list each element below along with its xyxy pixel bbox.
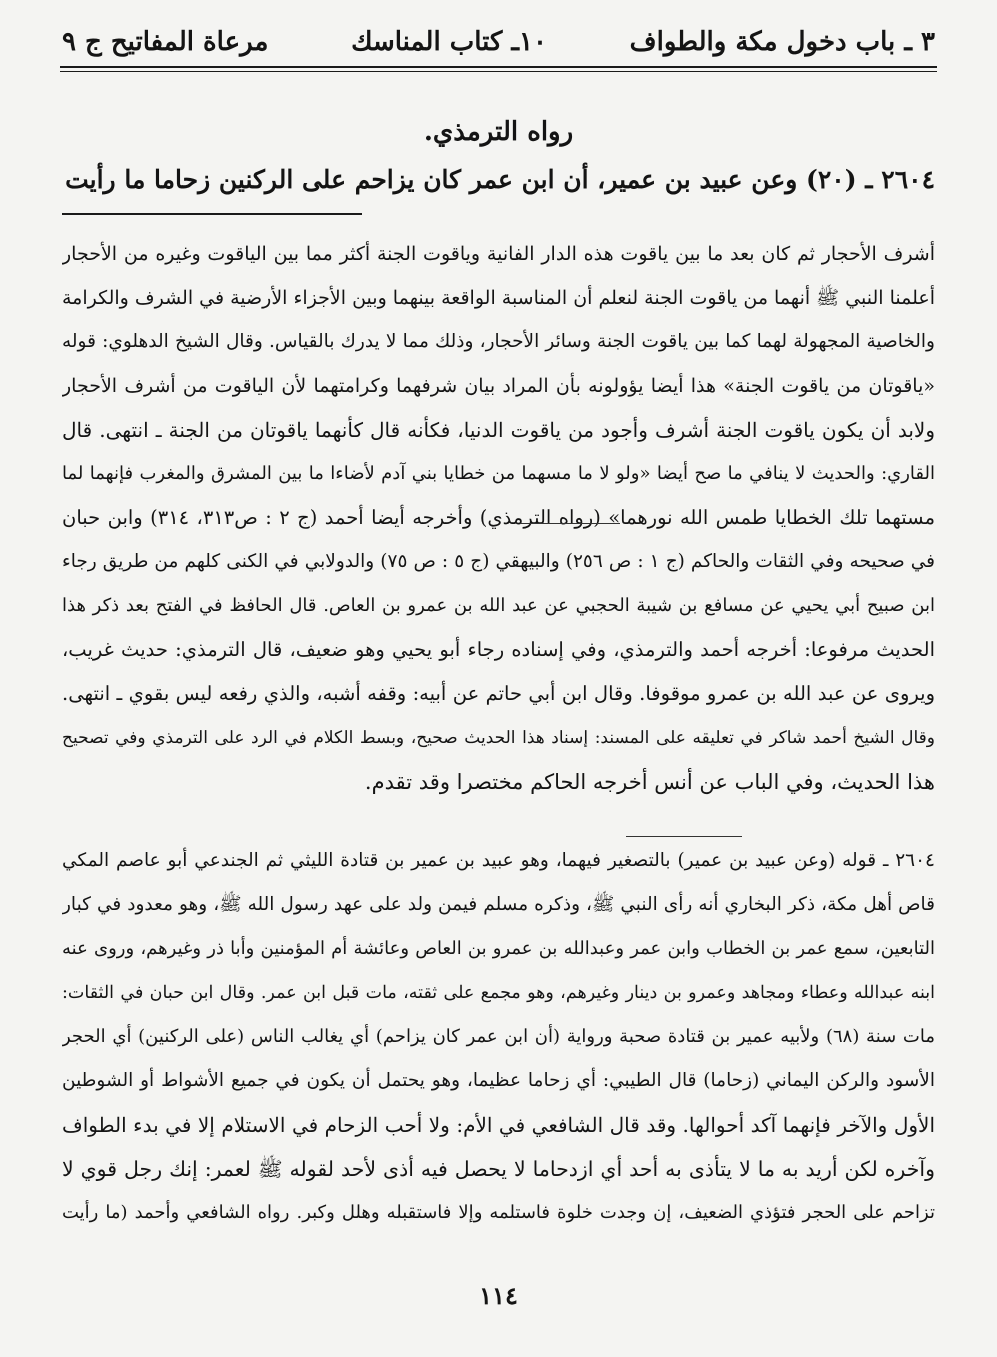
header-chapter: ١٠ـ كتاب المناسك <box>351 27 547 57</box>
commentary-line: في صحيحه وفي الثقات والحاكم (ج ١ : ص ٢٥٦) والبيهقي (ج ٥ : ص ٧٥) والدولابي في الكنى كلهم من طريق رجاء <box>62 551 935 572</box>
commentary-line: «ياقوتان من ياقوت الجنة» هذا أيضا يؤولونه بأن المراد بيان شرفهما وكرامتهما لأن الياقوت من أشرف الأحجار <box>62 375 935 397</box>
commentary-line: ٢٦٠٤ ـ قوله (وعن عبيد بن عمير) بالتصغير فيهما، وهو عبيد بن عمير بن قتادة الليثي ثم الجندعي أبو عاصم المكي <box>62 850 935 871</box>
commentary-line: مات سنة (٦٨) ولأبيه عمير بن قتادة صحبة ورواية (أن ابن عمر كان يزاحم) أي يغالب الناس (على الركنين) أي الحجر <box>62 1026 935 1047</box>
commentary-line: أعلمنا النبي ﷺ أنهما من ياقوت الجنة لنعلم أن المناسبة الواقعة بينهما وبين الأجزاء الأرضية في الشرف والكرامة <box>62 287 935 309</box>
commentary-line: ابنه عبدالله وعطاء ومجاهد وعمرو بن دينار وغيرهم، وهو مجمع على ثقته، مات قبل ابن عمر. وقال ابن حبان في الثقات: <box>62 983 935 1003</box>
commentary-line: والخاصية المجهولة لهما كما بين ياقوت الجنة وسائر الأحجار، وذلك مما لا يدرك بالقياس. وقال الشيخ الدهلوي: قوله <box>62 331 935 352</box>
quote-overline <box>626 836 742 837</box>
commentary-line: تزاحم على الحجر فتؤذي الضعيف، إن وجدت خلوة فاستلمه وإلا فاستقبله وهلل وكبر. رواه الشافعي وأحمد (ما رأيت <box>62 1202 935 1223</box>
commentary-line: التابعين، سمع عمر بن الخطاب وابن عمر وعبدالله بن عمرو بن العاص وعائشة أم المؤمنين وأبا ذر وغيرهم، وروى عنه <box>62 938 935 959</box>
hadith-text: ٢٦٠٤ ـ (٢٠) وعن عبيد بن عمير، أن ابن عمر كان يزاحم على الركنين زحاما ما رأيت <box>65 165 935 194</box>
header-book-title: مرعاة المفاتيح ج ٩ <box>62 27 269 57</box>
page-number: ١١٤ <box>479 1281 518 1310</box>
commentary-line: الأسود والركن اليماني (زحاما) قال الطيبي: أي زحاما عظيما، وهو يحتمل أن يكون في جميع الأشواط أو الشوطين <box>62 1070 935 1091</box>
commentary-line: وقال الشيخ أحمد شاكر في تعليقه على المسند: إسناد هذا الحديث صحيح، وبسط الكلام في الرد على الترمذي وفي تصحيح <box>62 728 935 748</box>
commentary-line: هذا الحديث، وفي الباب عن أنس أخرجه الحاكم مختصرا وقد تقدم. <box>364 770 935 794</box>
commentary-line: ويروى عن عبد الله بن عمرو موقوفا. وقال ابن أبي حاتم عن أبيه: وقفه أشبه، والذي رفعه ليس بقوي ـ انتهى. <box>62 682 935 705</box>
commentary-line: القاري: والحديث لا ينافي ما صح أيضا «ولو لا ما مسهما من خطايا بني آدم لأضاءا ما بين المشرق والمغرب فإنهما لما <box>62 463 935 484</box>
commentary-line: أشرف الأحجار ثم كان بعد ما بين ياقوت هذه الدار الفانية وياقوت الجنة أكثر مما بين الياقوت وغيره من الأحجار <box>62 243 935 265</box>
commentary-line: مستهما تلك الخطايا طمس الله نورهما» (رواه الترمذي) وأخرجه أيضا أحمد (ج ٢ : ص٣١٣، ٣١٤) وابن حبان <box>62 506 935 529</box>
commentary-line: ابن صبيح أبي يحيي عن مسافع بن شيبة الحجبي عن عبد الله بن عمرو بن العاص. قال الحافظ في الفتح بعد ذكر هذا <box>62 595 935 616</box>
commentary-line: الحديث مرفوعا: أخرجه أحمد والترمذي، وفي إسناده رجاء أبو يحيي وهو ضعيف، قال الترمذي: حديث غريب، <box>62 638 935 661</box>
quote-overline <box>520 523 620 524</box>
footnote-divider <box>62 213 362 215</box>
narration-line: رواه الترمذي. <box>423 117 574 147</box>
commentary-line: وآخره لكن أريد به ما لا يتأذى به أحد أي ازدحاما لا يحصل فيه أذى لأحد لقوله ﷺ لعمر: إنك رجل قوي لا <box>62 1157 935 1181</box>
commentary-line: قاص أهل مكة، ذكر البخاري أنه رأى النبي ﷺ، وذكره مسلم فيمن ولد على عهد رسول الله ﷺ، وهو معدود في كبار <box>62 894 935 915</box>
header-rule-thin <box>60 71 937 72</box>
commentary-line: ولابد أن يكون ياقوت الجنة أشرف وأجود من ياقوت الدنيا، فكأنه قال كأنهما ياقوتان من الجنة ـ انتهى. قال <box>62 418 935 442</box>
commentary-line: الأول والآخر فإنهما آكد أحوالها. وقد قال الشافعي في الأم: ولا أحب الزحام في الاستلام إلا في بدء الطواف <box>62 1113 935 1137</box>
running-header <box>62 22 935 62</box>
header-section: ٣ ـ باب دخول مكة والطواف <box>629 27 935 57</box>
header-rule <box>60 66 937 68</box>
